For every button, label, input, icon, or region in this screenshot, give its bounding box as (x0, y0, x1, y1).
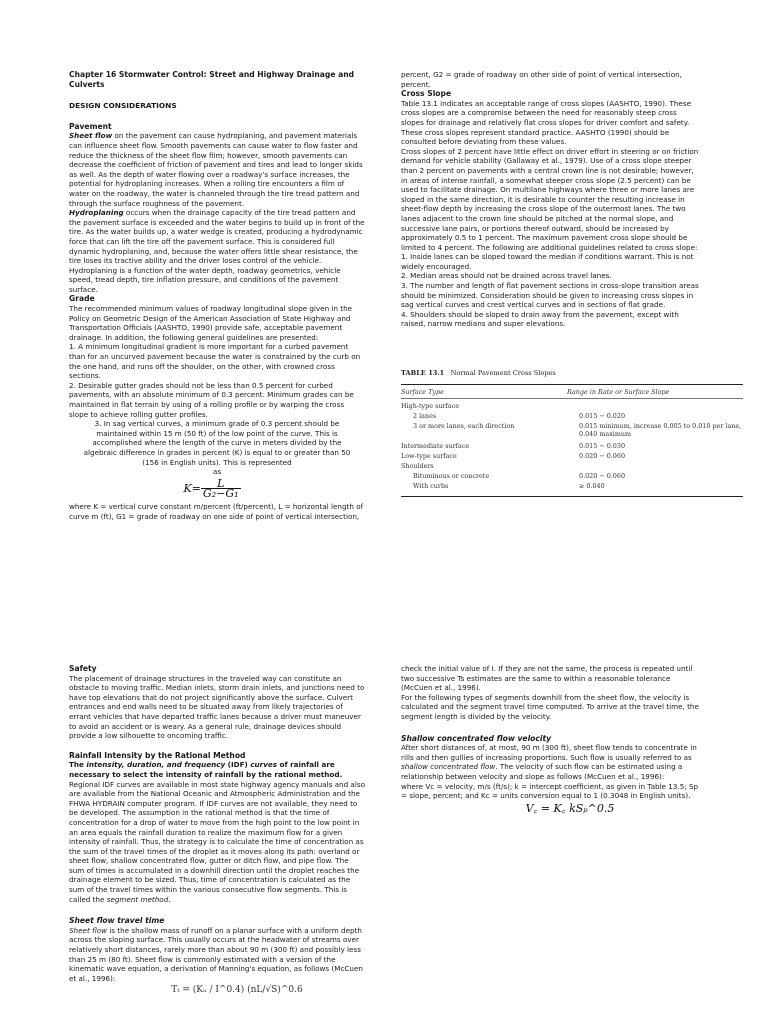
table-body (401, 399, 743, 490)
equation-travel-time: Tₜ = (Kᵤ / I^0.4) (nL/√S)^0.6 (171, 985, 303, 996)
term-sheet-flow: Sheet flow (69, 131, 113, 141)
equation-k: K= $\frac{L}{\text{G₂−G₁}}$ (183, 476, 239, 501)
table-title (401, 369, 743, 379)
section-heading-design: DESIGN CONSIDERATIONS (69, 101, 177, 111)
table-cell-surface-type: Intermediate surface (401, 441, 470, 450)
table-row (401, 438, 743, 450)
where-k-definition: where K = vertical curve constant m/percent (ft/percent), L = horizontal length of curve m (ft), G1 = grade of roadway on one side of point of vertical intersection, (69, 501, 364, 521)
table-row (401, 420, 743, 438)
table-cell-surface-type: With curbs (413, 481, 449, 490)
heading-cross-slope: Cross Slope (401, 89, 452, 99)
shallow-text-2: . The velocity of such flow can be estimated using a relationship between velocity and slope as follows (McCuen et al., 1996): (401, 762, 683, 781)
equation-velocity: V꜀ = K꜀ kSₚ^0.5 (525, 801, 615, 815)
rational-lead-2: (IDF) (225, 760, 251, 770)
cross-slope-item-1: 1. Inside lanes can be sloped toward the median if conditions warrant. This is not widely encouraged. (401, 252, 694, 271)
heading-sheet-flow-travel-time: Sheet flow travel time (69, 916, 165, 926)
table-cell-range (579, 399, 743, 410)
table-row (401, 470, 743, 480)
segments-paragraph: For the following types of segments downhill from the sheet flow, the velocity is calculated and the segment travel time computed. To arrive at the travel time, the segment length is divided by the velocity. (401, 692, 699, 721)
table-cell-range: 0.015 minimum, increase 0.005 to 0.010 per lane, 0.040 maximum (579, 421, 742, 438)
heading-pavement: Pavement (69, 121, 112, 131)
table-row (401, 450, 743, 460)
shallow-text-1: After short distances of, at most, 90 m (300 ft), sheet flow tends to concentrate in rills and then gullies of increasing proportions. Such flow is usually referred to as (401, 743, 697, 762)
table-cell-surface-type: High-type surface (401, 401, 460, 410)
table-cell-range: ≥ 0.040 (579, 481, 605, 490)
sheet-flow-text: on the pavement can cause hydroplaning, and pavement materials can influence sheet flow. Smooth pavements can cause water to flow faster and reduce the thickness of the sheet flow film; however, smooth pavements can decrease the coefficient of friction of pavement and tires and lead to longer skids as well. As the depth of water flowing over a roadway's surface increases, the potential for hydroplaning increases. When a rolling tire encounters a film of water on the roadway, the water is channeled through the tire tread pattern and through the surface roughness of the pavement. (69, 131, 363, 208)
right-column-bottom (401, 664, 699, 813)
cross-slope-item-4: 4. Shoulders should be sloped to drain away from the pavement, except with raised, narrow medians and super elevations. (401, 309, 679, 329)
cross-slope-item-2: 2. Median areas should not be drained across travel lanes. (401, 271, 612, 281)
term-hydroplaning: Hydroplaning (69, 208, 124, 218)
table-header (401, 385, 743, 398)
equation-k-fraction (201, 476, 241, 501)
table-13-1 (401, 369, 743, 497)
table-cell-range: 0.015 − 0.030 (579, 441, 626, 450)
safety-paragraph: The placement of drainage structures in the traveled way can constitute an obstacle to moving traffic. Median inlets, storm drain inlets, and junctions need to have top elevations that do not project significantly above the surface. Culvert entrances and end walls need to be situated away from likely trajectories of errant vehicles that have departed traffic lanes because a driver must maneuver to avoid an accident or is weary. As a general rule, drainage devices should provide a low silhouette to oncoming traffic. (69, 673, 365, 741)
term-sheet-flow-2: Sheet flow (69, 925, 107, 935)
right-column-top (401, 70, 699, 329)
grade-item-3: 3. In sag vertical curves, a minimum grade of 0.3 percent should be maintained within 15 m (50 ft) of the low point of the curve. This is accomplished where the length of the curve in meters divided by the algebraic difference in grades in percent (K) is equal to or greater than 50 (156 in English units). This is represented (83, 419, 351, 467)
grade-as: as (212, 467, 222, 477)
table-row (401, 399, 743, 410)
where-v-definition: where Vc = velocity, m/s (ft/s); k = intercept coefficient, as given in Table 13.5; Sp = slope, percent; and Kc = units conversion equal to 1 (0.3048 in English units). (401, 781, 699, 801)
rational-lead-3: of rainfall are necessary to select the intensity of rainfall by the rational method. (69, 760, 343, 779)
rational-lead-em2: curves (250, 760, 278, 770)
grade-paragraph: The recommended minimum values of roadway longitudinal slope given in the Policy on Geometric Design of the American Association of State Highway and Transportation Officials (AASHTO, 1990) provide safe, acceptable pavement drainage. In addition, the following general guidelines are presented: (69, 304, 353, 342)
shallow-paragraph (401, 743, 699, 781)
table-row (401, 460, 743, 470)
table-caption: Normal Pavement Cross Slopes (450, 369, 556, 377)
table-cell-surface-type: 3 or more lanes, each direction (413, 421, 515, 430)
chapter-title: Chapter 16 Stormwater Control: Street and Highway Drainage and Culverts (69, 70, 355, 89)
continued-definition: percent, G2 = grade of roadway on other side of point of vertical intersection, percent. (401, 70, 682, 89)
rational-lead-em: intensity, duration, and frequency (86, 760, 226, 770)
table-header-range: Range in Rate or Surface Slope (567, 387, 670, 396)
iteration-paragraph: check the initial value of I. If they are not the same, the process is repeated until two successive Ts estimates are the same to within a reasonable tolerance (McCuen et al., 1996). (401, 664, 693, 693)
equation-k-numerator: L (201, 479, 241, 490)
term-segment-method: segment method (106, 894, 169, 904)
paragraph-hydroplaning (69, 208, 365, 294)
table-cell-range: 0.015 − 0.020 (579, 411, 626, 420)
grade-item-1: 1. A minimum longitudinal gradient is more important for a curbed pavement than for an uncurved pavement because the water is constrained by the curb on the one hand, and runs off the shoulder, on the other, with crowned cross sections. (69, 342, 361, 381)
table-cell-range: 0.020 − 0.060 (579, 451, 626, 460)
left-column-top (69, 70, 365, 521)
table-header-surface-type: Surface Type (401, 387, 444, 396)
table-cell-range: 0.020 − 0.060 (579, 471, 626, 480)
table-cell-range (579, 460, 743, 470)
cross-slope-paragraph-1: Table 13.1 indicates an acceptable range of cross slopes (AASHTO, 1990). These cross slopes are a compromise between the need for reasonably steep cross slopes for drainage and relatively flat cross slopes for driver comfort and safety. These cross slopes represent standard practice. AASHTO (1990) should be consulted before deviating from these values. (401, 98, 692, 147)
cross-slope-item-3: 3. The number and length of flat pavement sections in cross-slope transition areas should be minimized. Consideration should be given to increasing cross slopes in sag vertical curves and crest vertical curves and in sections of flat grade. (401, 281, 699, 310)
table-cell-surface-type: Bituminous or concrete (413, 471, 490, 480)
equation-k-denominator: G₂−G₁ (202, 487, 239, 501)
rational-text: Regional IDF curves are available in most state highway agency manuals and also are available from the National Oceanic and Atmospheric Administration and the FHWA HYDRAIN computer program. If IDF curves are not available, they need to be developed. The assumption in the rational method is that the time of concentration for a drop of water to move from the high point to the low point in an area equals the rainfall duration to realize the maximum flow for a given intensity of rainfall. Thus, the strategy is to calculate the time of concentration as the sum of the travel times of the droplet as it moves along its path: overland or sheet flow, shallow concentrated flow, gutter or ditch flow, and pipe flow. The sum of times is accumulated in a downhill direction until the droplet reaches the drainage element to be sized. Thus, time of concentration is calculated as the sum of the travel times within the various consecutive flow segments. This is called the (69, 779, 365, 904)
table-number: TABLE 13.1 (401, 369, 445, 377)
paragraph-sheet-flow (69, 131, 365, 208)
table-bottom-rule (401, 496, 743, 497)
rational-paragraph: The intensity, duration, and frequency (IDF) curves of rainfall are necessary to select the intensity of rainfall by the rational method. Regional IDF curves are available in most state highway agency manuals and also are available from the National Oceanic and Atmospheric Administration and the FHWA HYDRAIN computer program. If IDF curves are not available, they need to be developed. The assumption in the rational method is that the time of concentration for a drop of water to move from the high point to the low point in an area equals the rainfall duration to realize the maximum flow for a given intensity of rainfall. Thus, the strategy is to calculate the time of concentration as the sum of the travel times of the droplet as it moves along its path: overland or sheet flow, shallow concentrated flow, gutter or ditch flow, and pipe flow. The sum of times is accumulated in a downhill direction until the droplet reaches the drainage element to be sized. Thus, time of concentration is calculated as the sum of the travel times within the various consecutive flow segments. This is called the segment method. (69, 760, 365, 904)
equation-k-lhs: K (183, 481, 192, 495)
table-row (401, 480, 743, 490)
term-shallow-concentrated-flow: shallow concentrated flow (401, 762, 496, 772)
heading-safety: Safety (69, 664, 97, 673)
table-cell-surface-type: 2 lanes (413, 411, 437, 420)
heading-grade: Grade (69, 294, 95, 304)
left-column-bottom (69, 664, 365, 996)
rational-lead-1: The (69, 760, 87, 770)
grade-item-2: 2. Desirable gutter grades should not be less than 0.5 percent for curbed pavements, with an absolute minimum of 0.3 percent. Minimum grades can be maintained in flat terrain by using of a rolling profile or by warping the cross slope to achieve rolling gutter profiles. (69, 380, 354, 419)
hydroplaning-text: occurs when the drainage capacity of the tire tread pattern and the pavement surface is exceeded and the water begins to build up in front of the tire. As the water builds up, a water wedge is created, producing a hydrodynamic force that can lift the tire off the pavement surface. This is considered full dynamic hydroplaning, and, because the water offers little shear resistance, the tire loses its tractive ability and the driver loses control of the vehicle. Hydroplaning is a function of the water depth, roadway geometrics, vehicle speed, tread depth, tire inflation pressure, and conditions of the pavement surface. (69, 208, 365, 294)
sheet-travel-paragraph (69, 926, 365, 984)
heading-rainfall-intensity: Rainfall Intensity by the Rational Method (69, 750, 246, 760)
cross-slope-paragraph-2: Cross slopes of 2 percent have little effect on driver effort in steering or on friction demand for vehicle stability (Gallaway et al., 1979). Use of a cross slope steeper than 2 percent on pavements with a central crown line is not desirable; however, in areas of intense rainfall, a somewhat steeper cross slope (2.5 percent) can be used to facilitate drainage. On multilane highways where three or more lanes are sloped in the same direction, it is desirable to counter the resulting increase in sheet-flow depth by increasing the cross slope of the outermost lanes. The two lanes adjacent to the crown line should be pitched at the normal slope, and successive lane pairs, or portions thereof outward, should be increased by approximately 0.5 to 1 percent. The maximum pavement cross slope should be limited to 4 percent. The following are additional guidelines related to cross slope: (401, 146, 699, 252)
table-cell-surface-type: Low-type surface (401, 451, 457, 460)
sheet-travel-text: is the shallow mass of runoff on a planar surface with a uniform depth across the sloping surface. This usually occurs at the headwater of streams over relatively short distances, rarely more than about 90 m (300 ft) and possibly less than 25 m (80 ft). Sheet flow is commonly estimated with a version of the kinematic wave equation, a derivation of Manning's equation, as follows (McCuen et al., 1996): (69, 925, 363, 983)
table-cell-surface-type: Shoulders (401, 461, 434, 470)
heading-shallow-concentrated-flow: Shallow concentrated flow velocity (401, 733, 552, 743)
table-row (401, 410, 743, 420)
